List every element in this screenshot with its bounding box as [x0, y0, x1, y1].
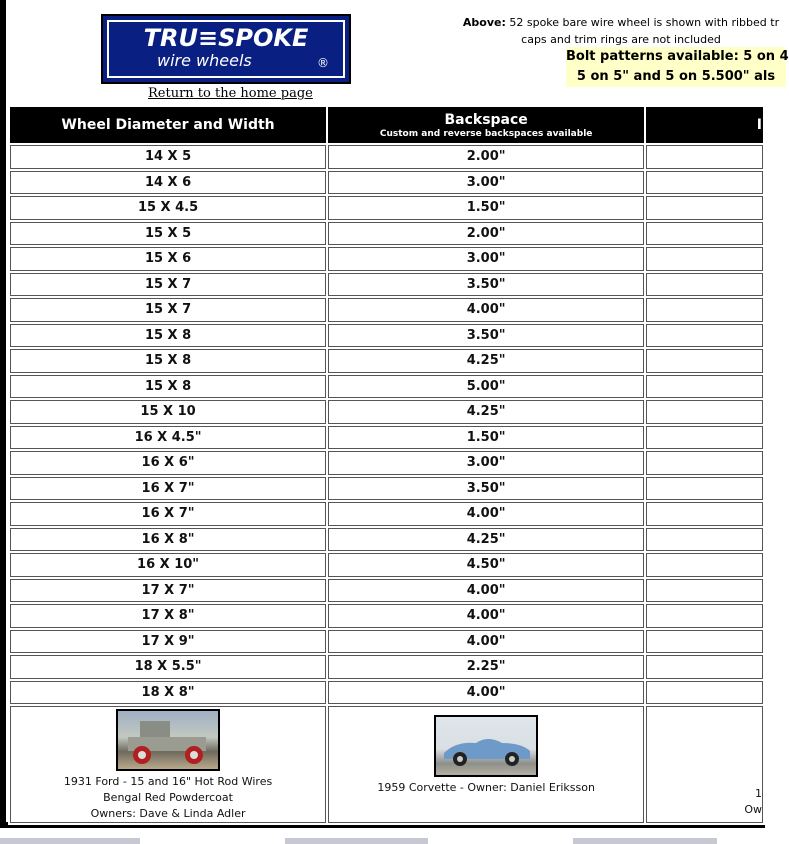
col3-cell: [646, 477, 763, 501]
backspace-cell: 1.50": [328, 196, 644, 220]
photo1-caption-line3: Owners: Dave & Linda Adler: [90, 807, 246, 820]
backspace-cell: 3.50": [328, 324, 644, 348]
wheel-size-cell: 16 X 7": [10, 502, 326, 526]
col3-cell: [646, 553, 763, 577]
col3-cell: [646, 196, 763, 220]
backspace-cell: 4.00": [328, 604, 644, 628]
col3-cell: [646, 451, 763, 475]
backspace-cell: 3.00": [328, 171, 644, 195]
header-wheel-size: Wheel Diameter and Width: [10, 107, 326, 143]
backspace-cell: 2.00": [328, 222, 644, 246]
backspace-cell: 3.00": [328, 451, 644, 475]
table-row: [10, 324, 763, 348]
backspace-cell: 5.00": [328, 375, 644, 399]
photo-cell-1959-corvette: [328, 706, 644, 823]
bottom-tab-3[interactable]: [573, 838, 717, 844]
bolt-patterns-note: [566, 47, 789, 87]
col3-cell: [646, 400, 763, 424]
table-row: [10, 681, 763, 705]
wheel-size-cell: 16 X 4.5": [10, 426, 326, 450]
bottom-tab-1[interactable]: [0, 838, 140, 844]
backspace-cell: 4.00": [328, 630, 644, 654]
table-row: [10, 553, 763, 577]
header-backspace: Backspace Custom and reverse backspaces available: [328, 107, 644, 143]
table-row: [10, 298, 763, 322]
table-row: [10, 655, 763, 679]
col3-cell: [646, 426, 763, 450]
table-row: [10, 400, 763, 424]
wheel-size-cell: 18 X 5.5": [10, 655, 326, 679]
backspace-cell: 4.00": [328, 298, 644, 322]
description-lead: Above:: [462, 16, 506, 29]
bolt-line1: Bolt patterns available: 5 on 4: [566, 49, 789, 64]
col3-cell: [646, 298, 763, 322]
col3-cell: [646, 324, 763, 348]
table-row: [10, 502, 763, 526]
col3-cell: [646, 273, 763, 297]
photo3-caption-line1: 1: [755, 787, 762, 800]
wheel-size-cell: 15 X 10: [10, 400, 326, 424]
table-row: [10, 273, 763, 297]
col3-cell: [646, 630, 763, 654]
corvette-image: [436, 717, 536, 775]
backspace-cell: 4.50": [328, 553, 644, 577]
photo-cell-3: [646, 706, 763, 823]
backspace-cell: 4.25": [328, 400, 644, 424]
col3-cell: [646, 171, 763, 195]
col3-cell: [646, 349, 763, 373]
bottom-tab-2[interactable]: [285, 838, 428, 844]
col3-cell: [646, 579, 763, 603]
registered-mark: ®: [317, 56, 329, 70]
table-row: [10, 604, 763, 628]
photo1-caption-line2: Bengal Red Powdercoat: [103, 791, 233, 804]
description-line1: 52 spoke bare wire wheel is shown with ribbed tr: [509, 16, 780, 29]
table-row: [10, 247, 763, 271]
col3-cell: [646, 375, 763, 399]
rear-hub: [190, 751, 198, 759]
backspace-cell: 3.50": [328, 477, 644, 501]
col3-cell: [646, 222, 763, 246]
home-page-link[interactable]: Return to the home page: [148, 86, 313, 101]
col3-cell: [646, 604, 763, 628]
logo-subtitle: wire wheels: [157, 51, 252, 70]
backspace-cell: 4.00": [328, 681, 644, 705]
wheel-size-cell: 14 X 6: [10, 171, 326, 195]
table-row: [10, 196, 763, 220]
photo2-caption: 1959 Corvette - Owner: Daniel Eriksson: [377, 781, 595, 794]
wheel-description: [456, 14, 786, 48]
wheel-size-cell: 16 X 10": [10, 553, 326, 577]
wheel-size-cell: 15 X 8: [10, 375, 326, 399]
wheel-size-cell: 15 X 5: [10, 222, 326, 246]
wheel-size-cell: 14 X 5: [10, 145, 326, 169]
table-header-row: [10, 107, 763, 143]
col3-cell: [646, 145, 763, 169]
backspace-cell: 4.00": [328, 579, 644, 603]
backspace-cell: 3.50": [328, 273, 644, 297]
corvette-photo[interactable]: [434, 715, 538, 777]
hot-rod-photo[interactable]: [116, 709, 220, 771]
photo3-spacer: [647, 707, 762, 786]
header-col3: I: [646, 107, 763, 143]
col3-cell: [646, 528, 763, 552]
table-row: [10, 222, 763, 246]
col3-cell: [646, 247, 763, 271]
wheel-size-cell: 15 X 8: [10, 324, 326, 348]
backspace-cell: 2.00": [328, 145, 644, 169]
wheel-size-cell: 15 X 7: [10, 298, 326, 322]
truspoke-logo[interactable]: [101, 14, 351, 84]
table-row: [10, 349, 763, 373]
corvette-rear-hub: [509, 756, 515, 762]
wheel-size-cell: 15 X 8: [10, 349, 326, 373]
header-backspace-note: Custom and reverse backspaces available: [379, 128, 593, 139]
photo3-caption-line2: Ow: [744, 803, 762, 816]
table-row: [10, 477, 763, 501]
description-line2: caps and trim rings are not included: [521, 33, 721, 46]
backspace-cell: 3.00": [328, 247, 644, 271]
wheel-size-cell: 18 X 8": [10, 681, 326, 705]
wheel-spec-table: [8, 105, 765, 825]
backspace-cell: 2.25": [328, 655, 644, 679]
table-row: [10, 579, 763, 603]
photo-row: [10, 706, 763, 823]
table-row: [10, 171, 763, 195]
wheel-size-cell: 15 X 4.5: [10, 196, 326, 220]
bolt-line2: 5 on 5" and 5 on 5.500" als: [576, 69, 776, 84]
table-row: [10, 145, 763, 169]
backspace-cell: 4.25": [328, 349, 644, 373]
col3-cell: [646, 681, 763, 705]
wheel-size-cell: 17 X 7": [10, 579, 326, 603]
col3-cell: [646, 655, 763, 679]
table-row: [10, 375, 763, 399]
photo-cell-1931-ford: [10, 706, 326, 823]
backspace-cell: 1.50": [328, 426, 644, 450]
table-row: [10, 451, 763, 475]
front-hub: [138, 751, 146, 759]
logo-title: TRU≡SPOKE: [143, 24, 309, 52]
col3-cell: [646, 502, 763, 526]
backspace-cell: 4.00": [328, 502, 644, 526]
wheel-size-cell: 16 X 6": [10, 451, 326, 475]
table-row: [10, 528, 763, 552]
table-row: [10, 630, 763, 654]
wheel-size-cell: 15 X 7: [10, 273, 326, 297]
table-row: [10, 426, 763, 450]
backspace-cell: 4.25": [328, 528, 644, 552]
wheel-size-cell: 17 X 9": [10, 630, 326, 654]
corvette-front-hub: [457, 756, 463, 762]
wheel-size-cell: 15 X 6: [10, 247, 326, 271]
hot-rod-image: [118, 711, 218, 769]
wheel-size-cell: 17 X 8": [10, 604, 326, 628]
photo1-caption-line1: 1931 Ford - 15 and 16" Hot Rod Wires: [63, 775, 273, 788]
wheel-size-cell: 16 X 8": [10, 528, 326, 552]
wheel-size-cell: 16 X 7": [10, 477, 326, 501]
